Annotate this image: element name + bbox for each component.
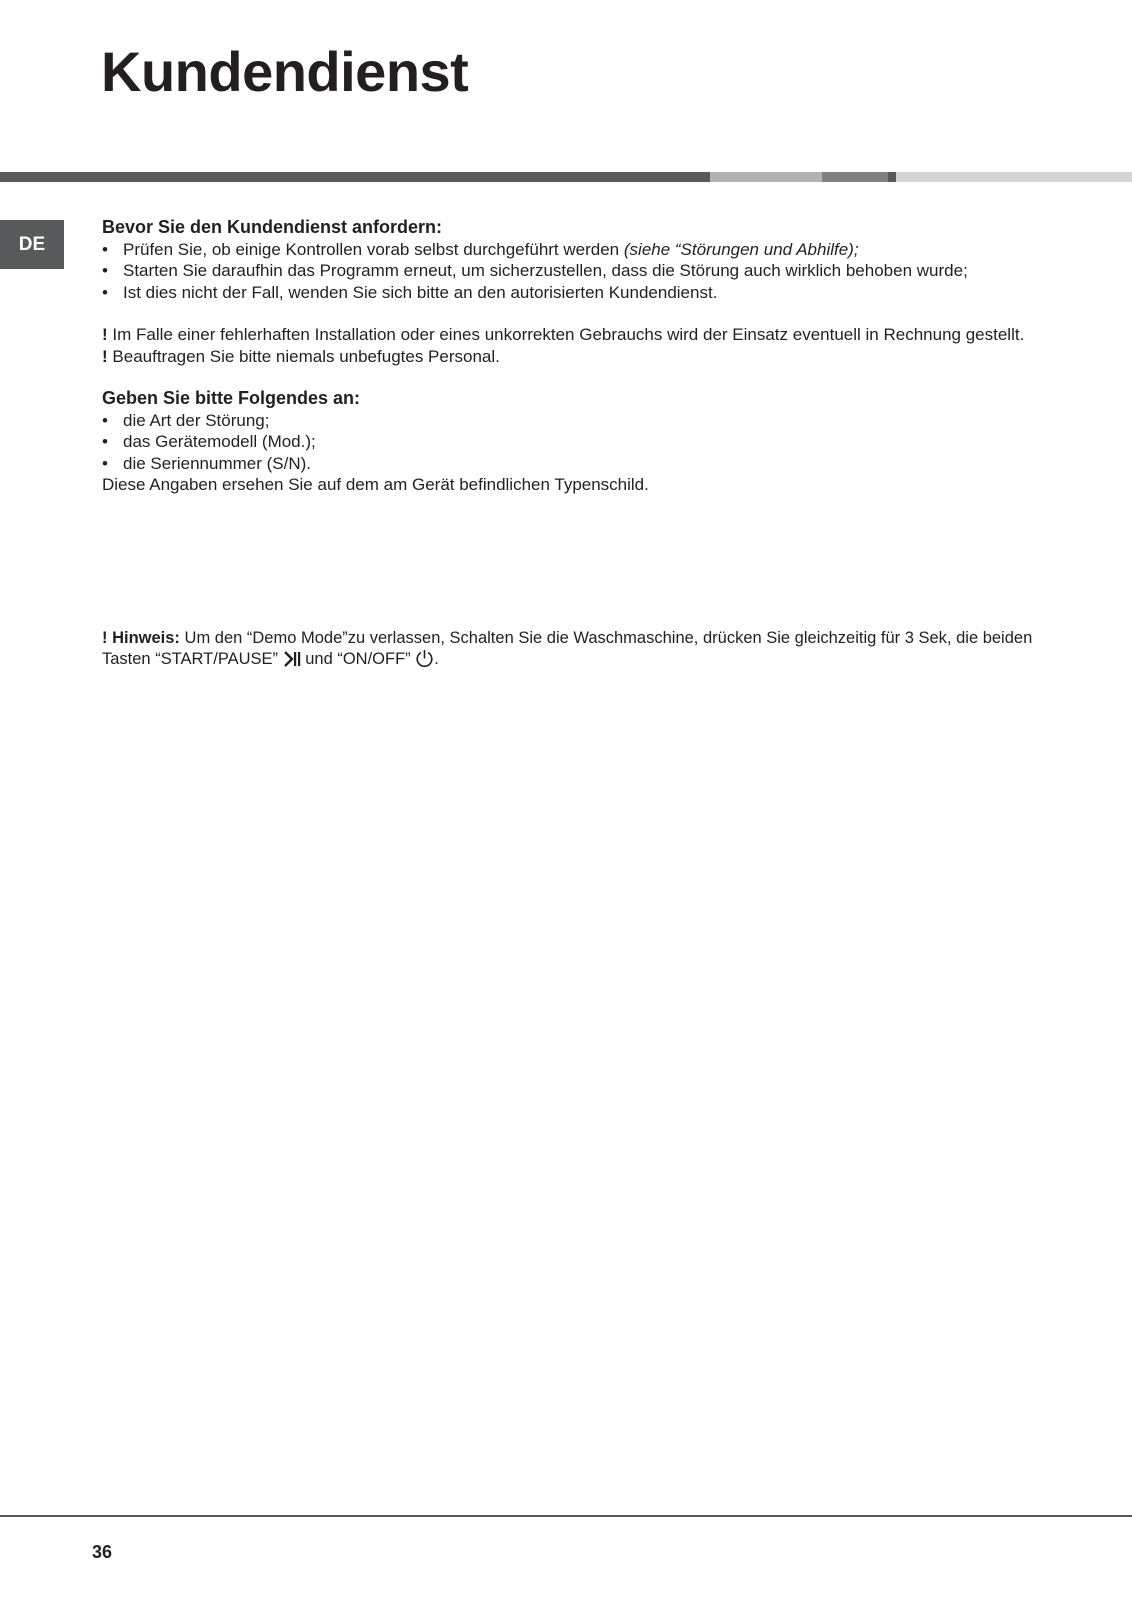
warning-line [102,324,1052,346]
list-item [102,239,1052,261]
warning-line [102,346,1052,368]
warning-text: Beauftragen Sie bitte niemals unbefugtes Personal. [107,346,500,366]
note-mark: ! [102,629,108,647]
rating-plate-note: Diese Angaben ersehen Sie auf dem am Gerät befindlichen Typenschild. [102,475,649,494]
list-item [102,410,1052,432]
list-item-text: Ist dies nicht der Fall, wenden Sie sich bitte an den autorisierten Kundendienst. [123,282,718,302]
note-text: und “ON/OFF” [300,650,416,668]
bar-segment-lighter [896,172,1132,182]
list-item [102,260,1052,282]
note-text: Um den “Demo Mode”zu verlassen, Schalten Sie die Waschmaschine, drücken Sie gleichzeitig für 3 Sek, die beiden Tasten “START/PAUSE” [102,629,1033,668]
list-item-text: Starten Sie daraufhin das Programm erneut, um sicherzustellen, dass die Störung auch wirklich behoben wurde; [123,261,968,280]
power-icon [415,649,434,674]
language-tab: DE [0,220,64,269]
list-item [102,453,1052,475]
section-heading-before-service: Bevor Sie den Kundendienst anfordern: [102,217,443,237]
list-item-text: Prüfen Sie, ob einige Kontrollen vorab selbst durchgeführt werden [123,239,624,259]
bar-segment-dark [0,172,710,182]
list-item-text: das Gerätemodell (Mod.); [123,432,316,451]
provide-info-list [102,410,1052,475]
warning-mark: ! [102,325,108,344]
warning-mark: ! [102,346,108,366]
bar-segment-mid [822,172,888,182]
main-content [102,217,1052,496]
demo-mode-note [102,628,1052,674]
section-heading-provide-info: Geben Sie bitte Folgendes an: [102,388,361,408]
page-title: Kundendienst [101,40,469,103]
start-pause-icon [283,650,301,674]
page-number: 36 [92,1542,113,1562]
warning-text: Im Falle einer fehlerhaften Installation oder eines unkorrekten Gebrauchs wird der Einsatz eventuell in Rechnung gestellt. [107,325,1025,344]
list-item [102,282,1052,304]
header-color-bar [0,172,1132,182]
note-text: . [434,650,439,668]
note-label: Hinweis: [107,629,180,647]
list-item [102,431,1052,453]
list-item-reference: (siehe “Störungen und Abhilfe); [623,239,859,259]
bar-segment-dark-small [888,172,896,182]
bar-segment-light [710,172,822,182]
before-service-list [102,239,1052,304]
footer-rule [0,1515,1132,1517]
list-item-text: die Seriennummer (S/N). [123,453,312,473]
list-item-text: die Art der Störung; [123,410,270,430]
